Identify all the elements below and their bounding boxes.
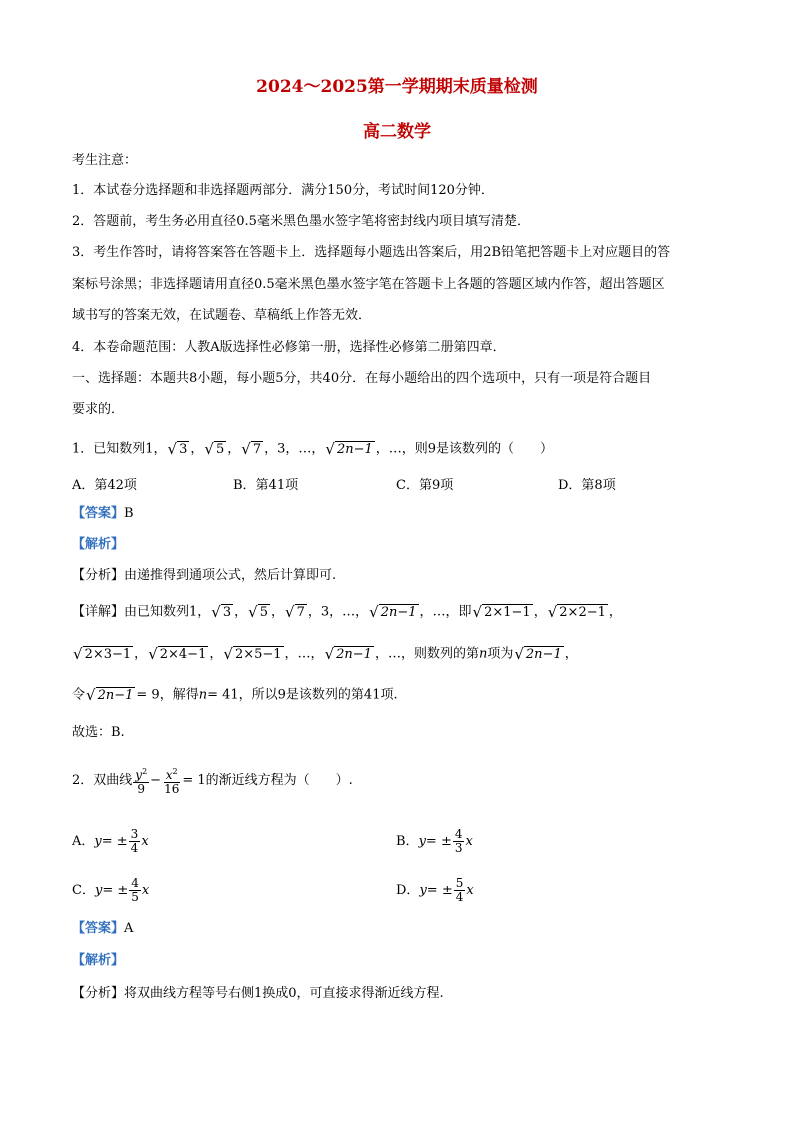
notice-item-3-line-1: 3．考生作答时，请将答案答在答题卡上．选择题每小题选出答案后，用2B铅笔把答题卡上对应题目的答	[72, 245, 671, 260]
q1-option-d: D．第8项	[558, 478, 616, 493]
notice-item-3-line-3: 域书写的答案无效，在试题卷、草稿纸上作答无效．	[72, 308, 372, 323]
q2-option-b: B．y= ± $\frac{4}{3}$ x	[396, 827, 473, 855]
sqrt-3: √ 3	[167, 440, 188, 458]
q1-choose: 故选：B.	[72, 725, 125, 740]
q1-option-c: C．第9项	[396, 478, 454, 493]
exam-subject: 高二数学	[363, 122, 431, 142]
sqrt-5: √ 5	[204, 440, 225, 458]
question-1-stem: 1．已知数列1， √ 3 ， √ 5 ， √ 7 ，3，…， √ 2n−1 ，…，则9是该数列的（ ）	[72, 440, 554, 458]
q1-detail-line-1: 【详解】由已知数列1， √ 3 ， √ 5 ， √ 7 ，3，…， √ 2n−1 ，…，即 √ 2×1−1 ， √ 2×2−1 ，	[72, 603, 622, 621]
q2-option-c: C．y= ± $\frac{4}{5}$ x	[72, 876, 150, 904]
notice-item-4: 4．本卷命题范围：人教A版选择性必修第一册，选择性必修第二册第四章．	[72, 340, 506, 355]
notice-item-2: 2．答题前，考生务必用直径0.5毫米黑色墨水签字笔将密封线内项目填写清楚．	[72, 214, 530, 229]
q1-option-b: B．第41项	[233, 478, 299, 493]
frac-y2-9: $\frac{y^2}{9}$	[135, 767, 148, 796]
q1-answer: 【答案】B	[72, 506, 134, 521]
q2-option-a: A．y= ± $\frac{3}{4}$ x	[72, 827, 149, 855]
frac-x2-16: $\frac{x^2}{16}$	[164, 767, 180, 796]
q1-prefix: 1．已知数列1，	[72, 441, 167, 457]
question-2-stem: 2．双曲线 $\frac{y^2}{9}$ − $\frac{x^2}{16}$ = 1的渐近线方程为（ ）.	[72, 767, 353, 796]
q1-analysis-label: 【解析】	[72, 537, 125, 552]
notice-item-1: 1．本试卷分选择题和非选择题两部分．满分150分，考试时间120分钟．	[72, 183, 494, 198]
notice-item-3-line-2: 案标号涂黑；非选择题请用直径0.5毫米黑色墨水签字笔在答题卡上各题的答题区域内作答，超出答题区	[72, 277, 665, 292]
q2-answer: 【答案】A	[72, 921, 134, 936]
q1-detail-line-3: 令 √ 2n−1 = 9，解得n= 41，所以9是该数列的第41项.	[72, 686, 398, 704]
section-heading-line-1: 一、选择题：本题共8小题，每小题5分，共40分．在每小题给出的四个选项中，只有一项是符合题目	[72, 371, 652, 386]
q2-option-d: D．y= ± $\frac{5}{4}$ x	[396, 876, 474, 904]
section-heading-line-2: 要求的．	[72, 402, 125, 417]
q1-fenxi: 【分析】由递推得到通项公式，然后计算即可.	[72, 568, 337, 583]
q2-fenxi: 【分析】将双曲线方程等号右侧1换成0，可直接求得渐近线方程.	[72, 986, 444, 1001]
q1-detail-line-2: √ 2×3−1 ， √ 2×4−1 ， √ 2×5−1 ，…， √ 2n−1 ，…，则数列的第n项为 √ 2n−1 ，	[73, 645, 578, 663]
sqrt-2n-1: √ 2n−1	[325, 440, 373, 458]
notice-heading: 考生注意：	[72, 153, 138, 168]
q1-option-a: A．第42项	[72, 478, 137, 493]
q2-analysis-label: 【解析】	[72, 953, 125, 968]
exam-title: 2024～2025第一学期期末质量检测	[256, 77, 538, 97]
sqrt-7: √ 7	[241, 440, 262, 458]
